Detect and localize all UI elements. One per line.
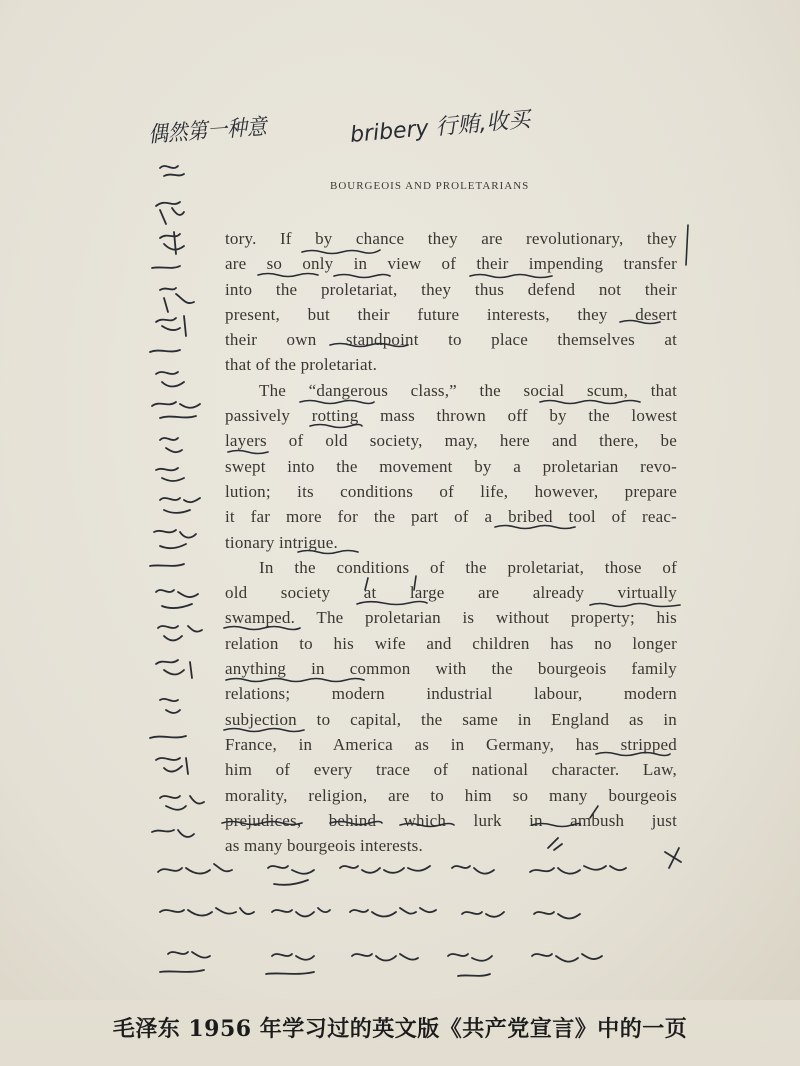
text-line: him of every trace of national character. Law, <box>225 760 677 780</box>
text-line: In the conditions of the proletariat, those of <box>259 557 677 577</box>
text-line: lution; its conditions of life, however, prepare <box>225 481 677 501</box>
handwritten-note-top-right: bribery 行贿,收买 <box>349 107 532 148</box>
text-line: old society at large are already virtually <box>225 583 677 603</box>
text-line: layers of old society, may, here and there, be <box>225 431 677 451</box>
text-line: morality, religion, are to him so many bourgeois <box>225 785 677 805</box>
text-line: subjection to capital, the same in England as in <box>225 709 677 729</box>
text-line: are so only in view of their impending transfer <box>225 254 677 274</box>
text-line: anything in common with the bourgeois family <box>225 659 677 679</box>
text-line: relations; modern industrial labour, modern <box>225 684 677 704</box>
text-line: tionary intrigue. <box>225 532 338 552</box>
text-line: tory. If by chance they are revolutionary, they <box>225 229 677 248</box>
handwritten-note-top-left: 偶然第一种意 <box>147 114 268 148</box>
text-line: The “dangerous class,” the social scum, that <box>259 380 677 400</box>
text-line: prejudices, behind which lurk in ambush just <box>225 810 677 830</box>
printed-text <box>225 226 677 858</box>
text-line: present, but their future interests, they desert <box>225 304 677 324</box>
text-line: relation to his wife and children has no longer <box>225 633 677 653</box>
text-line: into the proletariat, they thus defend not their <box>225 279 677 299</box>
text-line: that of the proletariat. <box>225 355 378 375</box>
running-head: BOURGEOIS AND PROLETARIANS <box>330 180 530 192</box>
bottom-glosses <box>158 838 681 976</box>
text-line: swept into the movement by a proletarian revo- <box>225 456 677 476</box>
text-line: it far more for the part of a bribed tool of reac- <box>225 507 677 527</box>
text-line: their own standpoint to place themselves at <box>225 330 677 350</box>
text-line: as many bourgeois interests. <box>225 836 423 856</box>
text-line: swamped. The proletarian is without property; his <box>225 608 677 628</box>
text-line: passively rotting mass thrown off by the lowest <box>225 406 677 426</box>
margin-glosses <box>150 166 204 837</box>
photo-caption: 毛泽东 1956 年学习过的英文版《共产党宣言》中的一页 <box>112 1016 688 1042</box>
text-line: France, in America as in Germany, has stripped <box>225 734 677 754</box>
